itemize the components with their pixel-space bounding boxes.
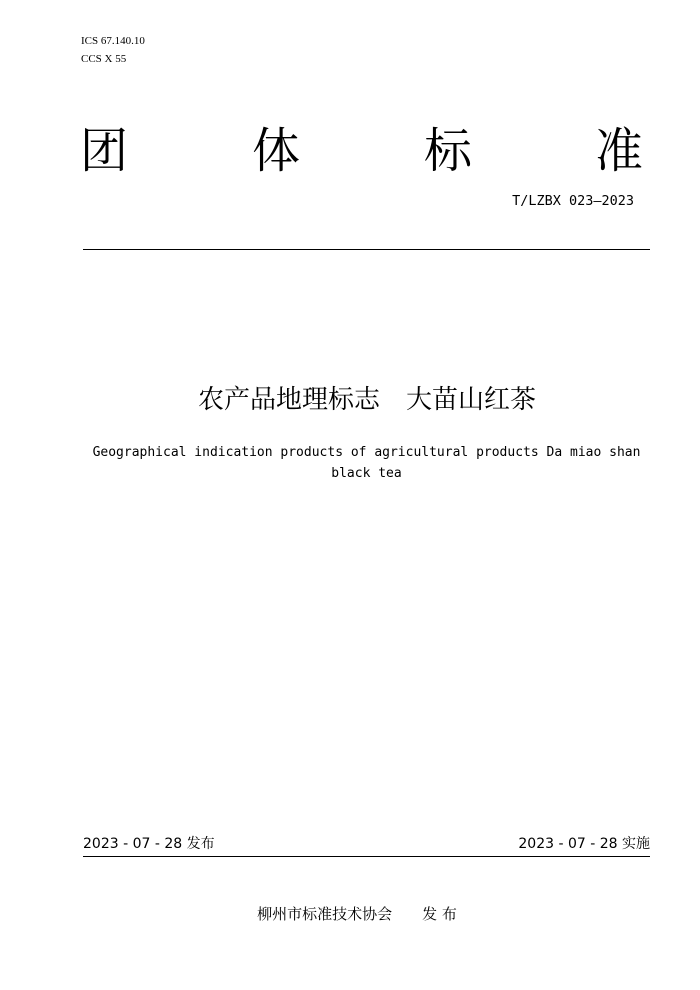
implement-date: 2023 - 07 - 28 实施: [518, 836, 650, 852]
publisher: 柳州市标准技术协会 发 布: [257, 905, 457, 923]
ics-code: ICS 67.140.10: [81, 35, 145, 47]
ccs-code: CCS X 55: [81, 53, 127, 65]
bottom-divider: [83, 856, 650, 857]
standard-type-heading: [80, 120, 645, 182]
top-divider: [83, 249, 650, 250]
publish-date: 2023 - 07 - 28 发布: [83, 836, 215, 852]
standard-code: T/LZBX 023—2023: [512, 193, 634, 209]
standard-type-char: 标: [424, 123, 473, 179]
document-title-cn: 农产品地理标志 大苗山红茶: [197, 385, 536, 415]
standard-type-char: 团: [80, 123, 129, 179]
document-title-en: Geographical indication products of agricultural products Da miao shan black tea: [92, 445, 641, 481]
standard-type-char: 准: [595, 123, 644, 179]
standard-type-char: 体: [252, 123, 301, 179]
